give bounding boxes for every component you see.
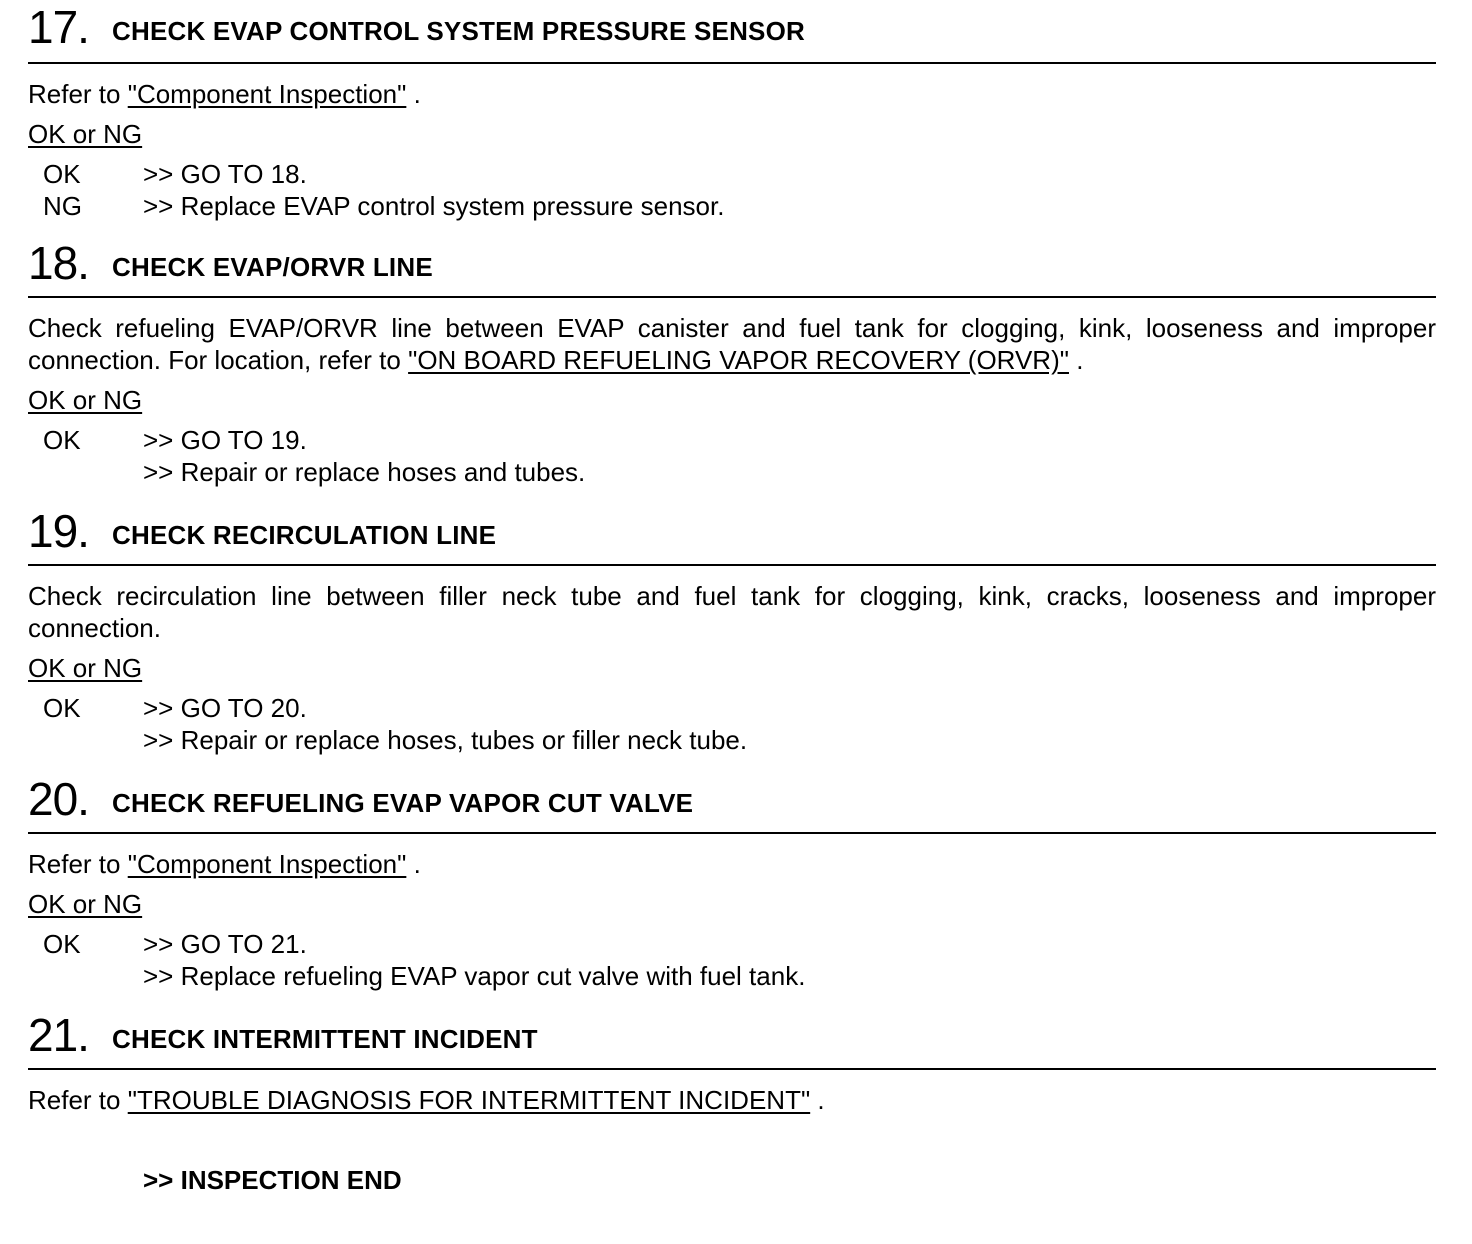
instruction-text: Check refueling EVAP/ORVR line between EVAP canister and fuel tank for clogging, kink, looseness and improper connection. For location, refer to [28, 313, 1436, 375]
step-title: CHECK RECIRCULATION LINE [112, 520, 497, 550]
step-header [28, 236, 1436, 298]
result-action: >> GO TO 20. [143, 693, 307, 723]
step-header [28, 772, 1436, 834]
result-code: OK [43, 425, 81, 455]
step-19 [28, 504, 1436, 756]
instruction-tail: . [810, 1085, 825, 1115]
step-instruction [28, 78, 1436, 110]
step-title: CHECK INTERMITTENT INCIDENT [112, 1024, 538, 1054]
instruction-text: Refer to [28, 849, 128, 879]
result-code: OK [43, 929, 81, 959]
step-instruction [28, 312, 1436, 376]
step-instruction [28, 848, 1436, 880]
instruction-text: Refer to [28, 79, 128, 109]
result-code: OK [43, 159, 81, 189]
intermittent-incident-link[interactable]: "TROUBLE DIAGNOSIS FOR INTERMITTENT INCIDENT" [127, 1085, 811, 1115]
result-code: NG [43, 191, 82, 221]
result-action: >> Repair or replace hoses and tubes. [143, 457, 586, 487]
step-instruction [28, 580, 1436, 644]
result-action: >> Repair or replace hoses, tubes or filler neck tube. [143, 725, 748, 755]
step-number: 18. [28, 237, 89, 289]
result-list [28, 424, 1436, 488]
result-action: >> GO TO 18. [143, 159, 307, 189]
result-row-ok [28, 158, 1436, 190]
step-header [28, 1008, 1436, 1070]
ok-or-ng-label: OK or NG [28, 653, 143, 683]
component-inspection-link[interactable]: "Component Inspection" [127, 79, 407, 109]
instruction-tail: . [1068, 345, 1084, 375]
result-code: OK [43, 693, 81, 723]
result-action: >> Replace refueling EVAP vapor cut valve with fuel tank. [143, 961, 806, 991]
result-row-ng [28, 724, 1436, 756]
step-title: CHECK EVAP CONTROL SYSTEM PRESSURE SENSOR [112, 16, 805, 46]
step-20 [28, 772, 1436, 992]
result-row-ok [28, 928, 1436, 960]
result-row-ng [28, 190, 1436, 222]
step-header [28, 0, 1436, 64]
result-action: >> GO TO 19. [143, 425, 307, 455]
instruction-text: Refer to [28, 1085, 128, 1115]
result-action: >> Replace EVAP control system pressure sensor. [143, 191, 725, 221]
ok-or-ng-label: OK or NG [28, 119, 143, 149]
step-header [28, 504, 1436, 566]
result-list [28, 158, 1436, 222]
step-number: 20. [28, 773, 89, 825]
instruction-tail: . [406, 79, 421, 109]
instruction-text: Check recirculation line between filler neck tube and fuel tank for clogging, kink, cracks, looseness and improper connection. [28, 581, 1436, 643]
result-action: >> GO TO 21. [143, 929, 307, 959]
result-row-ok [28, 692, 1436, 724]
step-number: 17. [28, 1, 89, 53]
step-18 [28, 236, 1436, 488]
step-title: CHECK EVAP/ORVR LINE [112, 252, 433, 282]
result-row-ng [28, 456, 1436, 488]
inspection-end-label: >> INSPECTION END [143, 1165, 402, 1195]
result-list [28, 692, 1436, 756]
result-row-ng [28, 960, 1436, 992]
step-17 [28, 0, 1436, 222]
step-21 [28, 1008, 1436, 1116]
result-row-ok [28, 424, 1436, 456]
instruction-tail: . [406, 849, 421, 879]
step-number: 21. [28, 1009, 89, 1061]
orvr-link[interactable]: "ON BOARD REFUELING VAPOR RECOVERY (ORVR)" [408, 345, 1069, 375]
result-list [28, 928, 1436, 992]
step-number: 19. [28, 505, 89, 557]
ok-or-ng-label: OK or NG [28, 889, 143, 919]
component-inspection-link[interactable]: "Component Inspection" [127, 849, 407, 879]
step-title: CHECK REFUELING EVAP VAPOR CUT VALVE [112, 788, 694, 818]
ok-or-ng-label: OK or NG [28, 385, 143, 415]
step-instruction [28, 1084, 1436, 1116]
